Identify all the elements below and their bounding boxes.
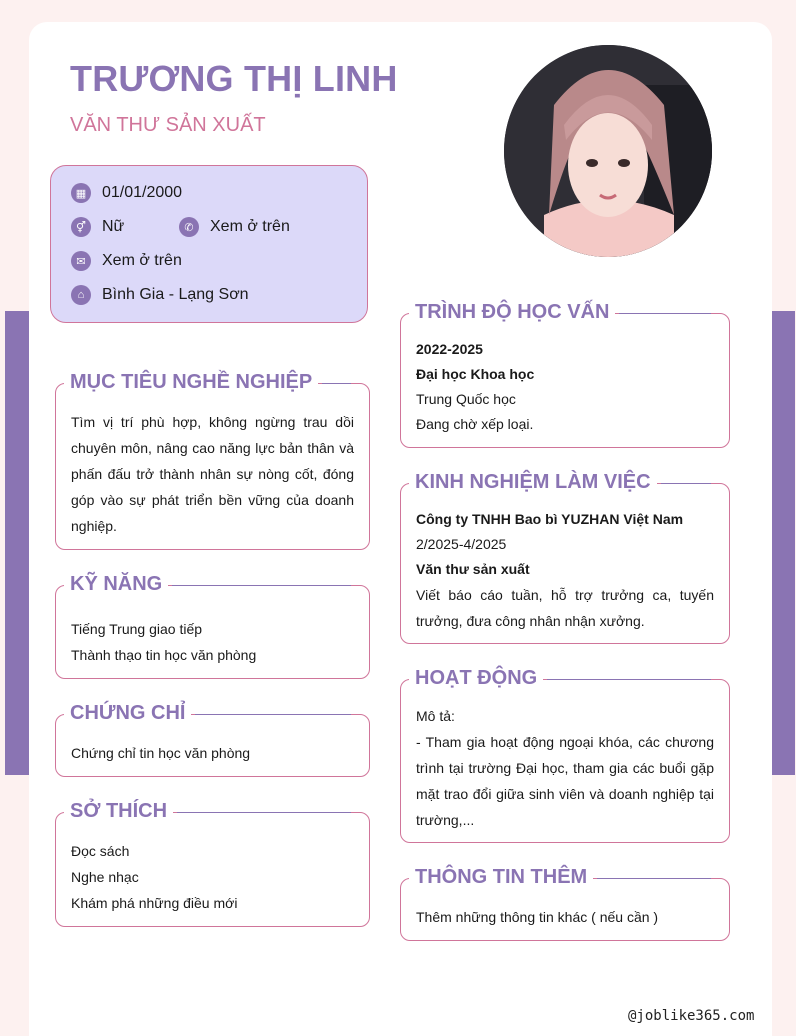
education-school: Đại học Khoa học xyxy=(416,366,535,382)
objective-text: Tìm vị trí phù hợp, không ngừng trau dồi chuyên môn, nâng cao năng lực bản thân và phấn đấu trở thành nhân sự nòng cốt, đóng góp vào sự phát triển bền vững của doanh nghiệp. xyxy=(71,414,354,534)
certificates-section xyxy=(55,702,370,777)
hobby-item: Khám phá những điều mới xyxy=(71,895,238,911)
certificates-title: CHỨNG CHỈ xyxy=(64,702,191,725)
mail-icon: ✉ xyxy=(71,251,91,271)
gender-icon: ⚥ xyxy=(71,217,91,237)
education-section xyxy=(400,301,730,448)
hobbies-section xyxy=(55,800,370,927)
education-major: Trung Quốc học xyxy=(416,391,516,407)
experience-body xyxy=(416,507,714,634)
education-grade: Đang chờ xếp loại. xyxy=(416,416,534,432)
email-value: Xem ở trên xyxy=(102,252,182,269)
objective-title: MỤC TIÊU NGHỀ NGHIỆP xyxy=(64,371,318,394)
section-title-rule xyxy=(172,585,351,586)
hobby-item: Nghe nhạc xyxy=(71,869,139,885)
phone-icon: ✆ xyxy=(179,217,199,237)
skill-item: Thành thạo tin học văn phòng xyxy=(71,647,257,663)
avatar xyxy=(504,45,712,257)
additional-text: Thêm những thông tin khác ( nếu cần ) xyxy=(416,909,659,925)
activities-body xyxy=(416,703,714,833)
home-icon: ⌂ xyxy=(71,285,91,305)
objective-section xyxy=(55,371,370,550)
email-row xyxy=(71,251,182,271)
activities-title: HOẠT ĐỘNG xyxy=(409,667,543,690)
experience-company: Công ty TNHH Bao bì YUZHAN Việt Nam xyxy=(416,511,684,527)
section-title-rule xyxy=(195,714,351,715)
skills-list xyxy=(71,616,354,668)
section-title-rule xyxy=(597,878,711,879)
avatar-photo xyxy=(504,45,712,257)
hobbies-title: SỞ THÍCH xyxy=(64,800,173,823)
section-title-rule xyxy=(619,313,711,314)
experience-position: Văn thư sản xuất xyxy=(416,561,530,577)
birthday-value: 01/01/2000 xyxy=(102,184,183,201)
job-title: VĂN THƯ SẢN XUẤT xyxy=(70,114,266,136)
activities-text: - Tham gia hoạt động ngoại khóa, các chương trình tại trường Đại học, tham gia các buổi gặp mặt trao đổi giữa sinh viên và doanh nghiệp tại trường,... xyxy=(416,734,714,828)
education-title: TRÌNH ĐỘ HỌC VẤN xyxy=(409,301,615,324)
address-row xyxy=(71,285,249,305)
left-accent-band xyxy=(5,311,29,775)
certificate-item: Chứng chỉ tin học văn phòng xyxy=(71,745,251,761)
birthday-row xyxy=(71,183,182,203)
calendar-icon: ▦ xyxy=(71,183,91,203)
additional-title: THÔNG TIN THÊM xyxy=(409,866,593,889)
education-body xyxy=(416,337,714,437)
watermark: @joblike365.com xyxy=(628,1008,755,1024)
phone-value: Xem ở trên xyxy=(210,218,290,235)
gender-value: Nữ xyxy=(102,218,125,235)
section-title-rule xyxy=(322,383,351,384)
gender-row xyxy=(71,217,124,237)
skill-item: Tiếng Trung giao tiếp xyxy=(71,621,203,637)
skills-title: KỸ NĂNG xyxy=(64,573,168,596)
hobbies-list xyxy=(71,838,354,916)
experience-period: 2/2025-4/2025 xyxy=(416,536,507,552)
address-value: Bình Gia - Lạng Sơn xyxy=(102,286,249,303)
additional-section xyxy=(400,866,730,941)
experience-description: Viết báo cáo tuần, hỗ trợ trưởng ca, tuyến trưởng, đưa công nhân nhận xưởng. xyxy=(416,587,714,629)
activities-section xyxy=(400,667,730,843)
right-accent-band xyxy=(772,311,795,775)
hobby-item: Đọc sách xyxy=(71,843,130,859)
experience-section xyxy=(400,471,730,644)
candidate-name: TRƯƠNG THỊ LINH xyxy=(70,58,398,99)
certificates-list xyxy=(71,740,354,766)
section-title-rule xyxy=(547,679,711,680)
skills-section xyxy=(55,573,370,679)
phone-row xyxy=(179,217,290,237)
section-title-rule xyxy=(661,483,711,484)
experience-title: KINH NGHIỆM LÀM VIỆC xyxy=(409,471,657,494)
section-title-rule xyxy=(177,812,351,813)
education-period: 2022-2025 xyxy=(416,341,483,357)
contact-box xyxy=(50,165,368,323)
activities-label: Mô tả: xyxy=(416,708,455,724)
